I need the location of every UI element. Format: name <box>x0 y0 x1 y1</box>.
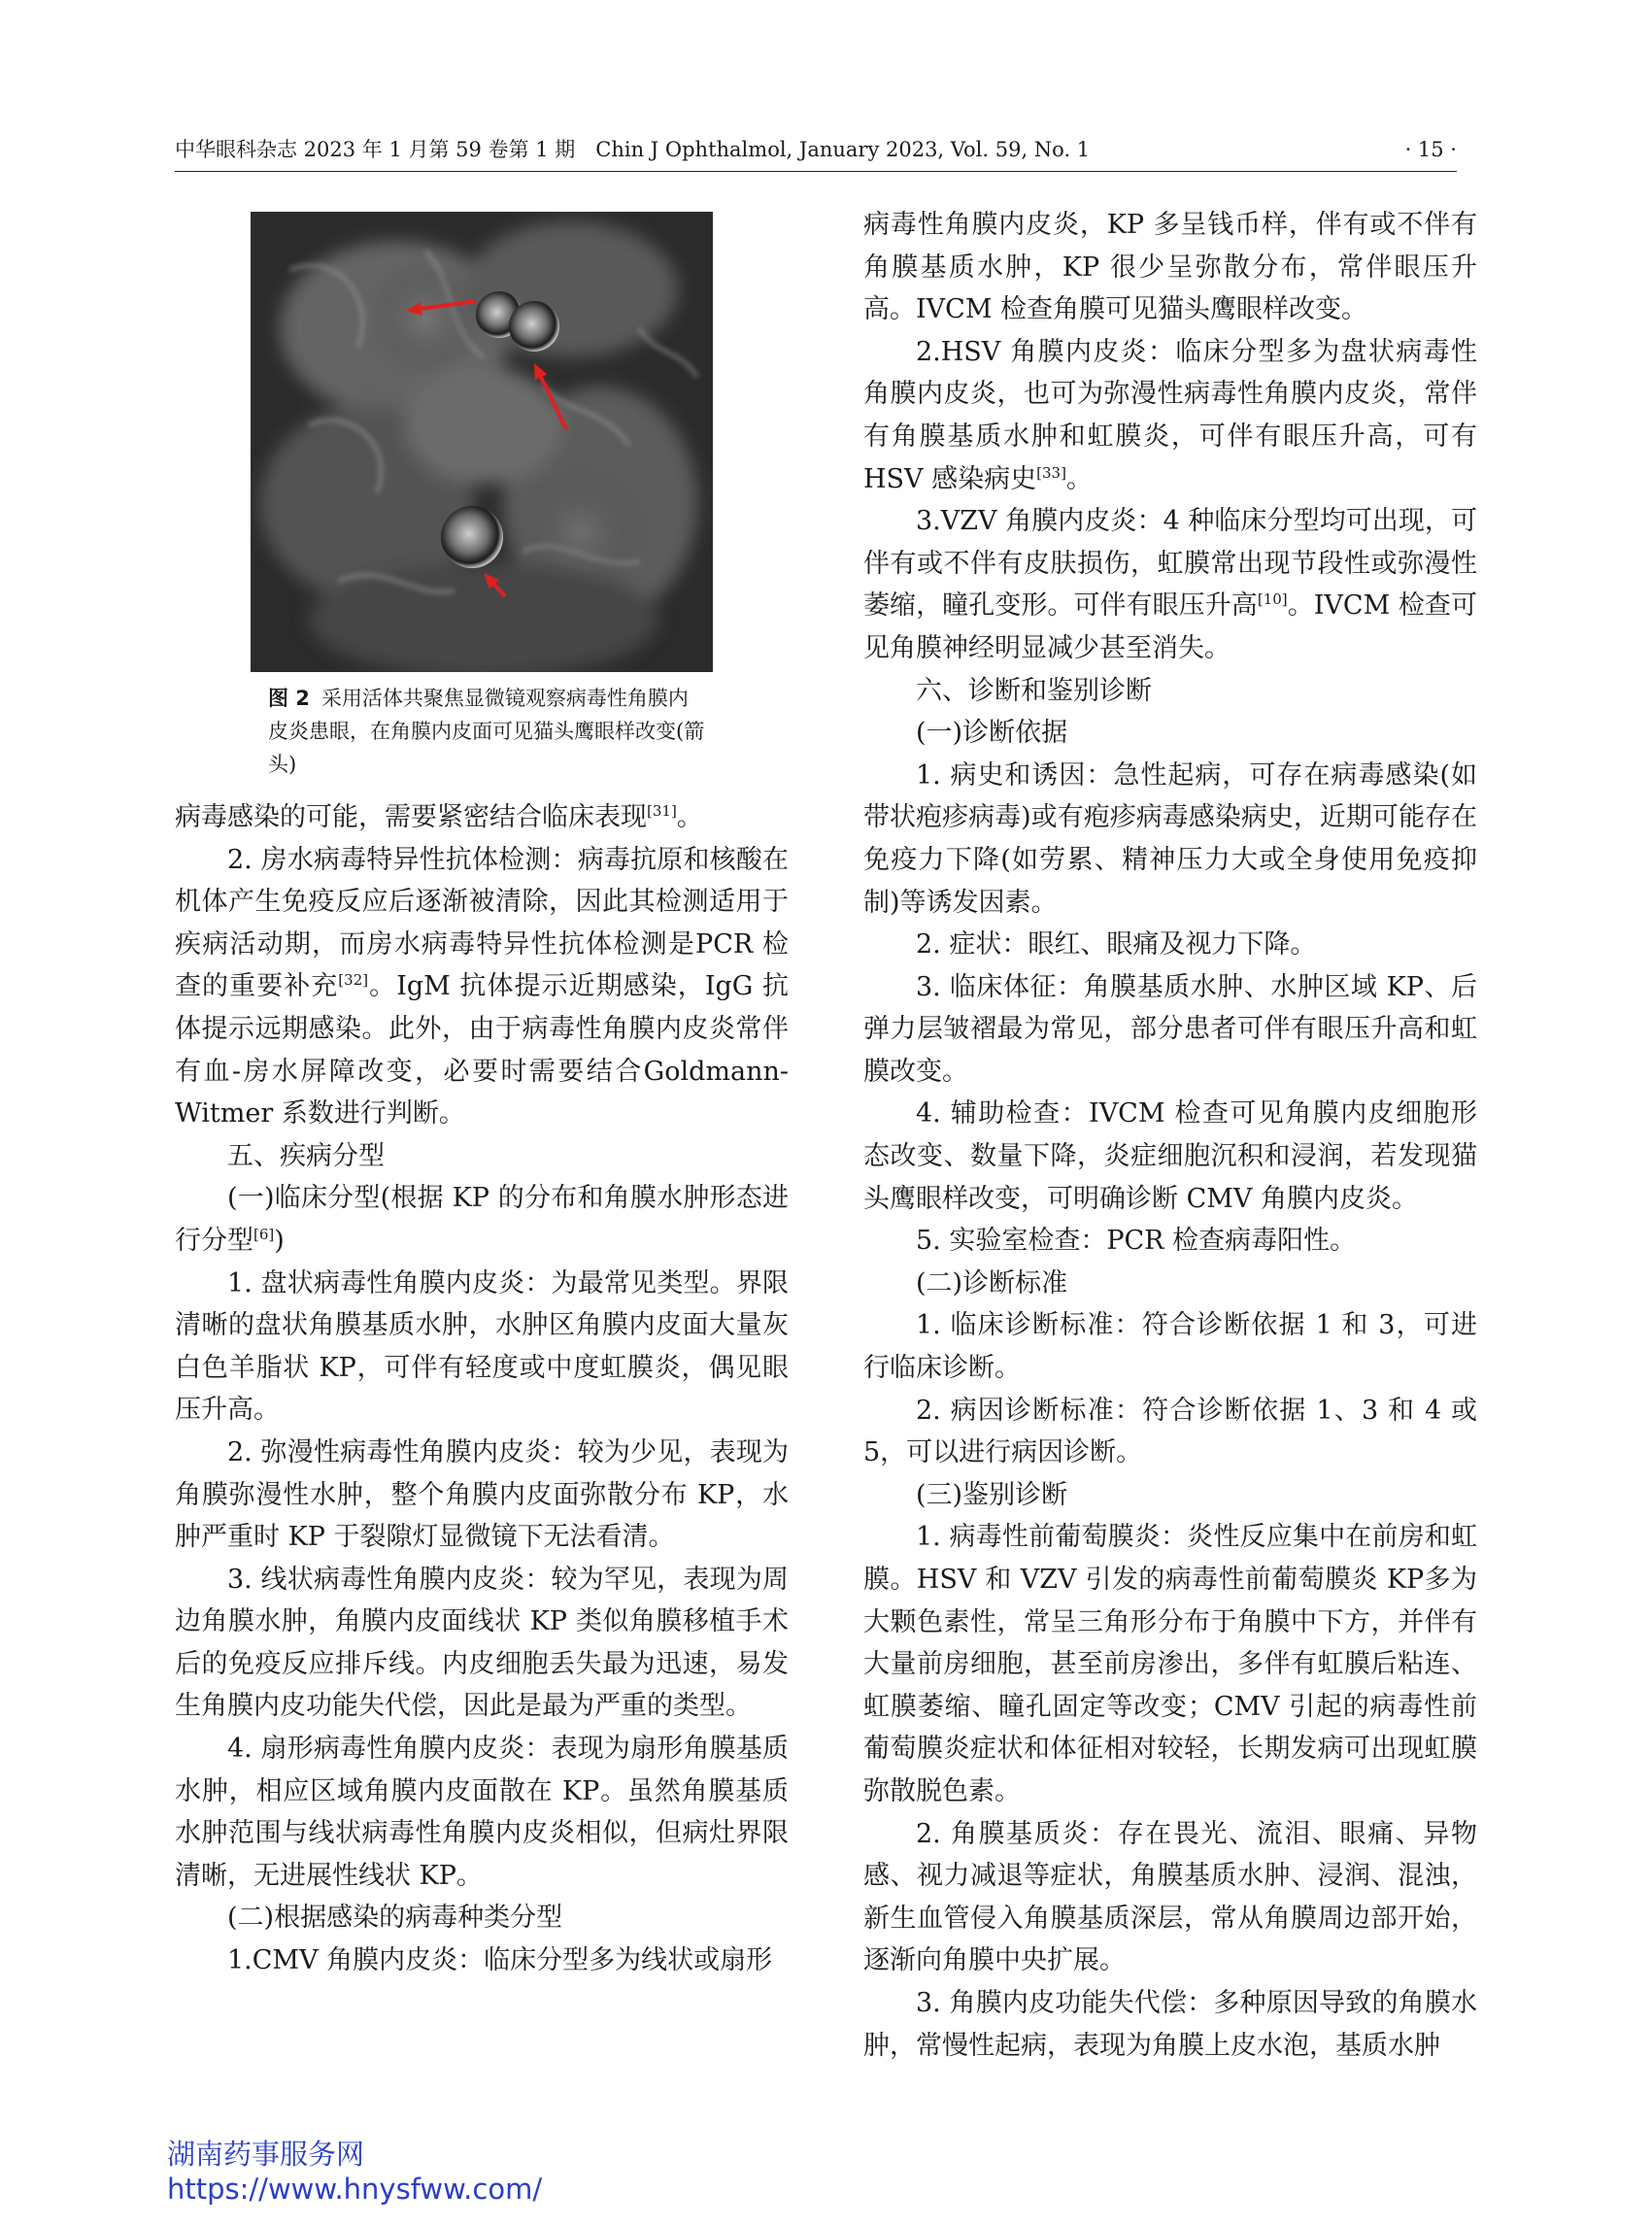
citation-ref[interactable]: [10] <box>1257 590 1288 609</box>
page-number: · 15 · <box>1404 138 1457 161</box>
right-column-paragraph <box>863 670 1477 713</box>
right-column-paragraph <box>863 712 1477 755</box>
paragraph-text: (一)诊断依据 <box>916 718 1068 749</box>
right-column-paragraph <box>863 1304 1477 1389</box>
paragraph-text: 2. 症状：眼红、眼痛及视力下降。 <box>916 929 1317 961</box>
owl-eye-cell <box>441 506 503 568</box>
site-watermark[interactable] <box>167 2137 542 2207</box>
paragraph-text: (一)临床分型(根据 KP 的分布和角膜水肿形态进行分型 <box>175 1183 789 1256</box>
paragraph-text: 。 <box>1065 463 1093 494</box>
watermark-site-name: 湖南药事服务网 <box>167 2138 365 2171</box>
right-column-paragraph <box>863 966 1477 1094</box>
right-column-paragraph <box>863 924 1477 966</box>
figure-2-ivcm-image <box>251 212 713 672</box>
header-rule <box>175 171 1457 172</box>
paragraph-text: 病毒感染的可能，需要紧密结合临床表现 <box>175 802 647 832</box>
right-column-paragraph <box>863 1474 1477 1517</box>
paragraph-text: 2.HSV 角膜内皮炎：临床分型多为盘状病毒性角膜内皮炎，也可为弥漫性病毒性角膜内皮炎，常伴有角膜基质水肿和虹膜炎，可伴有眼压升高，可有 HSV 感染病史 <box>863 336 1477 494</box>
paragraph-text: 4. 辅助检查：IVCM 检查可见角膜内皮细胞形态改变、数量下降，炎症细胞沉积和浸润，若发现猫头鹰眼样改变，可明确诊断 CMV 角膜内皮炎。 <box>863 1098 1477 1214</box>
right-column-paragraph <box>863 204 1477 331</box>
citation-ref[interactable]: [33] <box>1036 463 1066 482</box>
right-column-paragraph <box>863 331 1477 500</box>
right-column-paragraph <box>863 1813 1477 1982</box>
right-column-paragraph <box>863 1093 1477 1220</box>
paragraph-text: ) <box>274 1225 285 1256</box>
left-column-paragraph <box>175 1939 789 1982</box>
right-column <box>863 204 1477 2067</box>
paragraph-text: 。 <box>676 802 703 832</box>
citation-ref[interactable]: [32] <box>338 971 369 990</box>
paragraph-text: 五、疾病分型 <box>227 1140 385 1171</box>
left-column <box>175 796 789 1982</box>
paragraph-text: (三)鉴别诊断 <box>916 1479 1068 1510</box>
figure-label: 图 2 <box>268 687 310 710</box>
paragraph-text: 3.VZV 角膜内皮炎：4 种临床分型均可出现，可伴有或不伴有皮肤损伤，虹膜常出现节段性或弥漫性萎缩，瞳孔变形。可伴有眼压升高 <box>863 506 1477 622</box>
paragraph-text: 1.CMV 角膜内皮炎：临床分型多为线状或扇形 <box>227 1945 773 1976</box>
right-column-paragraph <box>863 500 1477 669</box>
paragraph-text: 2. 房水病毒特异性抗体检测：病毒抗原和核酸在机体产生免疫反应后逐渐被清除，因此其检测适用于疾病活动期，而房水病毒特异性抗体检测是PCR 检查的重要补充 <box>175 844 789 1002</box>
right-column-paragraph <box>863 1516 1477 1812</box>
figure-caption-text: 采用活体共聚焦显微镜观察病毒性角膜内皮炎患眼，在角膜内皮面可见猫头鹰眼样改变(箭头) <box>268 687 705 776</box>
paragraph-text: 病毒性角膜内皮炎，KP 多呈钱币样，伴有或不伴有角膜基质水肿，KP 很少呈弥散分布，常伴眼压升高。IVCM 检查角膜可见猫头鹰眼样改变。 <box>863 210 1477 325</box>
right-column-paragraph <box>863 1263 1477 1305</box>
left-column-paragraph <box>175 1135 789 1178</box>
citation-ref[interactable]: [31] <box>647 802 677 820</box>
left-column-paragraph <box>175 839 789 1135</box>
left-column-paragraph <box>175 1432 789 1559</box>
figure-caption <box>268 682 705 781</box>
running-header <box>175 134 1457 165</box>
paragraph-text: 1. 病史和诱因：急性起病，可存在病毒感染(如带状疱疹病毒)或有疱疹病毒感染病史，近期可能存在免疫力下降(如劳累、精神压力大或全身使用免疫抑制)等诱发因素。 <box>863 759 1477 918</box>
paragraph-text: 1. 病毒性前葡萄膜炎：炎性反应集中在前房和虹膜。HSV 和 VZV 引发的病毒性前葡萄膜炎 KP多为大颗色素性，常呈三角形分布于角膜中下方，并伴有大量前房细胞，甚至前房渗出，多伴有虹膜后粘连、虹膜萎缩、瞳孔固定等改变；CMV 引起的病毒性前葡萄膜炎症状和体征相对较轻，长期发病可出现虹膜弥散脱色素。 <box>863 1522 1477 1806</box>
watermark-url[interactable]: https://www.hnysfww.com/ <box>167 2173 543 2206</box>
right-column-paragraph <box>863 755 1477 924</box>
left-column-paragraph <box>175 1728 789 1897</box>
left-column-paragraph <box>175 1559 789 1728</box>
citation-ref[interactable]: [6] <box>253 1225 275 1243</box>
paragraph-text: 2. 角膜基质炎：存在畏光、流泪、眼痛、异物感、视力减退等症状，角膜基质水肿、浸润、混浊，新生血管侵入角膜基质深层，常从角膜周边部开始，逐渐向角膜中央扩展。 <box>863 1818 1477 1976</box>
paragraph-text: (二)诊断标准 <box>916 1267 1068 1298</box>
owl-eye-cell <box>509 301 559 352</box>
right-column-paragraph <box>863 1982 1477 2067</box>
paragraph-text: 2. 弥漫性病毒性角膜内皮炎：较为少见，表现为角膜弥漫性水肿，整个角膜内皮面弥散分布 KP，水肿严重时 KP 于裂隙灯显微镜下无法看清。 <box>175 1436 789 1553</box>
paragraph-text: 。IVCM 检查可见角膜神经明显减少甚至消失。 <box>863 590 1477 663</box>
paragraph-text: 4. 扇形病毒性角膜内皮炎：表现为扇形角膜基质水肿，相应区域角膜内皮面散在 KP。虽然角膜基质水肿范围与线状病毒性角膜内皮炎相似，但病灶界限清晰，无进展性线状 KP。 <box>175 1734 789 1891</box>
paragraph-text: 3. 角膜内皮功能失代偿：多种原因导致的角膜水肿，常慢性起病，表现为角膜上皮水泡，基质水肿 <box>863 1987 1477 2061</box>
left-column-paragraph <box>175 1177 789 1262</box>
paragraph-text: 。IgM 抗体提示近期感染，IgG 抗体提示远期感染。此外，由于病毒性角膜内皮炎常伴有血-房水屏障改变，必要时需要结合Goldmann-Witmer 系数进行判断。 <box>175 971 790 1129</box>
paragraph-text: 3. 临床体征：角膜基质水肿、水肿区域 KP、后弹力层皱褶最为常见，部分患者可伴有眼压升高和虹膜改变。 <box>863 971 1477 1087</box>
journal-citation: 中华眼科杂志 2023 年 1 月第 59 卷第 1 期 Chin J Ophthalmol, January 2023, Vol. 59, No. 1 <box>175 138 1091 161</box>
paragraph-text: 六、诊断和鉴别诊断 <box>916 675 1152 706</box>
right-column-paragraph <box>863 1220 1477 1263</box>
paragraph-text: 3. 线状病毒性角膜内皮炎：较为罕见，表现为周边角膜水肿，角膜内皮面线状 KP 类似角膜移植手术后的免疫反应排斥线。内皮细胞丢失最为迅速，易发生角膜内皮功能失代偿，因此是最为严重的类型。 <box>175 1564 789 1722</box>
right-column-paragraph <box>863 1390 1477 1474</box>
left-column-paragraph <box>175 796 789 839</box>
paragraph-text: 5. 实验室检查：PCR 检查病毒阳性。 <box>916 1226 1357 1257</box>
paragraph-text: (二)根据感染的病毒种类分型 <box>227 1903 563 1934</box>
left-column-paragraph <box>175 1263 789 1432</box>
paragraph-text: 2. 病因诊断标准：符合诊断依据 1、3 和 4 或 5，可以进行病因诊断。 <box>863 1395 1477 1468</box>
left-column-paragraph <box>175 1897 789 1939</box>
paragraph-text: 1. 临床诊断标准：符合诊断依据 1 和 3，可进行临床诊断。 <box>863 1310 1477 1384</box>
paragraph-text: 1. 盘状病毒性角膜内皮炎：为最常见类型。界限清晰的盘状角膜基质水肿，水肿区角膜内皮面大量灰白色羊脂状 KP，可伴有轻度或中度虹膜炎，偶见眼压升高。 <box>175 1267 789 1426</box>
